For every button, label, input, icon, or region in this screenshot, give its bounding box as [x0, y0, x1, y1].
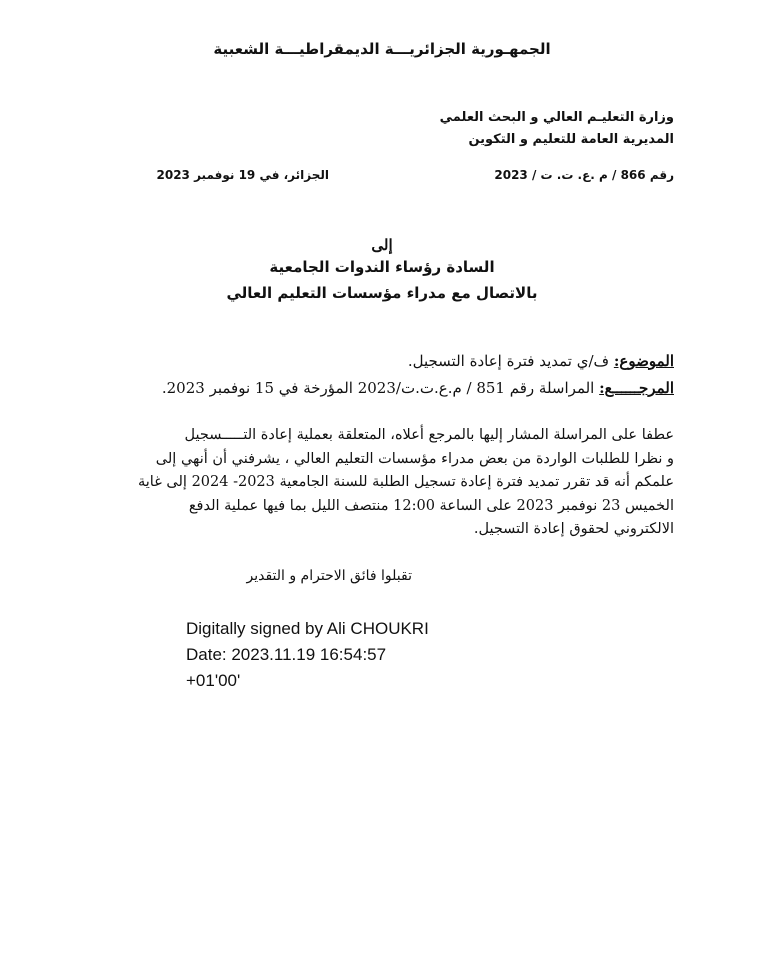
- signature-signer: Digitally signed by Ali CHOUKRI: [186, 619, 429, 638]
- reference-number: رقم 866 / م .ع. ت. ت / 2023: [494, 168, 674, 182]
- subject-label: الموضوع:: [613, 352, 674, 370]
- body-line: الخميس 23 نوفمبر 2023 على الساعة 12:00 منتصف الليل بما فيها عملية الدفع: [188, 497, 674, 514]
- body-line: و نظرا للطلبات الواردة من بعض مدراء مؤسسات التعليم العالي ، يشرفني أن أنهي إلى: [155, 450, 674, 467]
- reference-text: المراسلة رقم 851 / م.ع.ت.ت/2023 المؤرخة في 15 نوفمبر 2023.: [161, 379, 595, 397]
- subject-row: [408, 352, 674, 370]
- signature-date: Date: 2023.11.19 16:54:57: [186, 645, 387, 664]
- letter-body: [80, 424, 674, 542]
- body-line: علمكم أنه قد تقرر تمديد فترة إعادة تسجيل الطلبة للسنة الجامعية 2023- 2024 إلى غاية: [138, 474, 674, 490]
- subject-text: ف/ي تمديد فترة إعادة التسجيل.: [407, 352, 610, 370]
- body-line: عطفا على المراسلة المشار إليها بالمرجع أعلاه، المتعلقة بعملية إعادة التـــــسجيل: [184, 427, 674, 443]
- recipients-line-2: بالاتصال مع مدراء مؤسسات التعليم العالي: [226, 284, 538, 302]
- ministry-name: وزارة التعليـم العالي و البحث العلمي: [439, 110, 674, 125]
- to-label: إلى: [371, 236, 393, 254]
- reference-label: المرجــــــع:: [599, 379, 674, 397]
- signature-timezone: +01'00': [186, 671, 241, 690]
- digital-signature: [186, 616, 429, 694]
- place-and-date: الجزائر، في 19 نوفمبر 2023: [156, 168, 329, 182]
- body-line: الالكتروني لحقوق إعادة التسجيل.: [473, 521, 674, 537]
- recipients-line-1: السادة رؤساء الندوات الجامعية: [269, 258, 495, 276]
- directorate-name: المديرية العامة للتعليم و التكوين: [468, 132, 674, 147]
- republic-title: الجمهـورية الجزائريـــة الديمقراطيـــة الشعبية: [213, 40, 551, 58]
- reference-row: [162, 379, 674, 397]
- closing-salutation: تقبلوا فائق الاحترام و التقدير: [246, 568, 412, 584]
